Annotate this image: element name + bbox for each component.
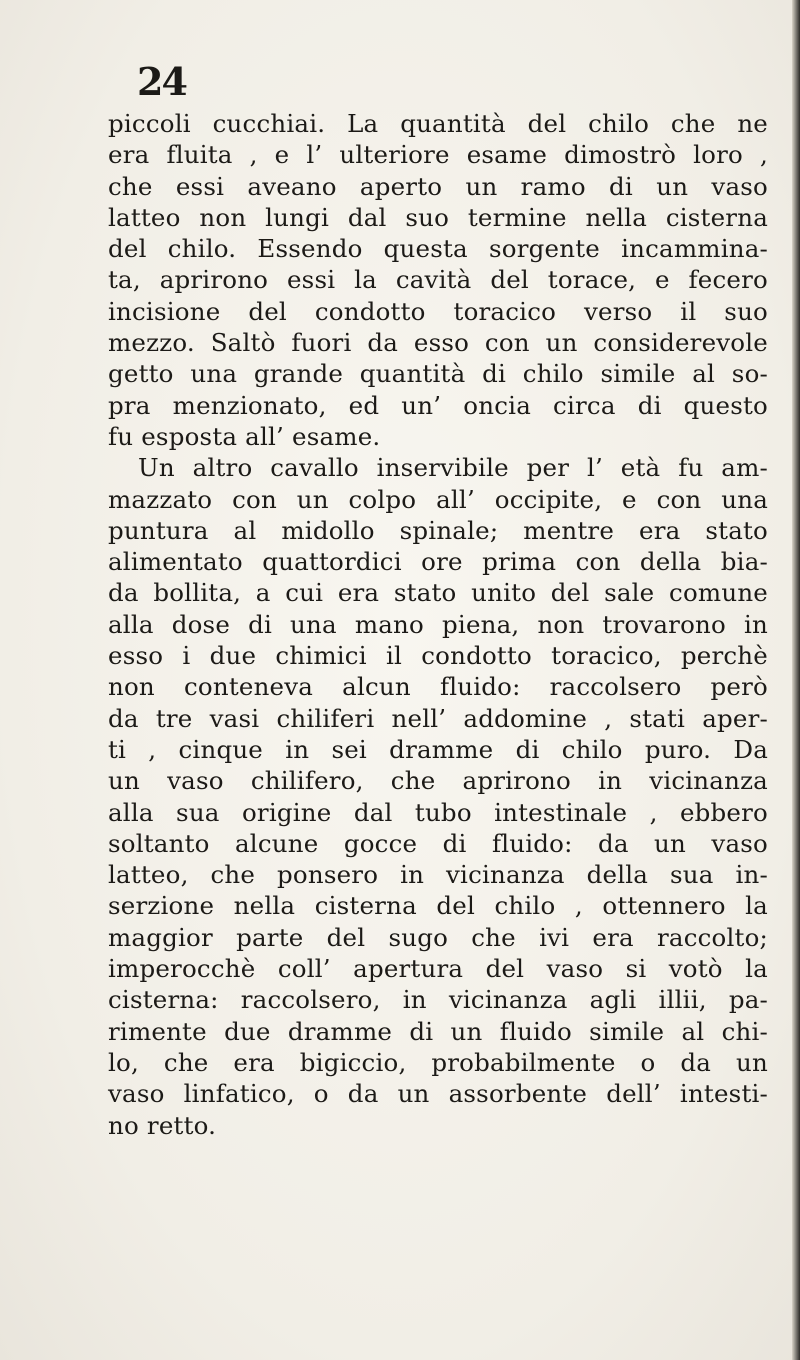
text-line: getto una grande quantità di chilo simile al so- <box>108 359 768 389</box>
text-line: pra menzionato, ed un’ oncia circa di questo <box>108 390 768 420</box>
text-line: maggior parte del sugo che ivi era raccolto; <box>108 922 768 952</box>
text-line: non conteneva alcun fluido: raccolsero però <box>108 672 768 702</box>
text-line: serzione nella cisterna del chilo , ottennero la <box>108 891 768 921</box>
text-line: alla dose di una mano piena, non trovarono in <box>108 609 768 639</box>
text-line: da tre vasi chiliferi nell’ addomine , stati aper- <box>108 703 768 733</box>
text-line: fu esposta all’ esame. <box>108 421 381 451</box>
text-line: lo, che era bigiccio, probabilmente o da un <box>108 1047 768 1077</box>
text-line: imperocchè coll’ apertura del vaso si votò la <box>108 954 768 984</box>
text-line: alla sua origine dal tubo intestinale , ebbero <box>108 797 768 827</box>
text-line: piccoli cucchiai. La quantità del chilo che ne <box>108 109 768 138</box>
text-line: da bollita, a cui era stato unito del sale comune <box>108 578 768 608</box>
text-line: soltanto alcune gocce di fluido: da un vaso <box>108 828 768 858</box>
paragraph-start-line: Un altro cavallo inservibile per l’ età fu am- <box>138 453 768 483</box>
text-line: era fluita , e l’ ulteriore esame dimostrò loro , <box>108 140 768 170</box>
page-edge-shadow <box>792 0 800 1360</box>
text-line: rimente due dramme di un fluido simile al chi- <box>108 1016 768 1046</box>
text-line: esso i due chimici il condotto toracico, perchè <box>108 641 768 671</box>
text-line: ta, aprirono essi la cavità del torace, e fecero <box>108 265 768 295</box>
text-line: mezzo. Saltò fuori da esso con un considerevole <box>108 328 768 358</box>
text-line: incisione del condotto toracico verso il suo <box>108 296 768 326</box>
text-line: un vaso chilifero, che aprirono in vicinanza <box>108 766 768 796</box>
text-line: ti , cinque in sei dramme di chilo puro. Da <box>108 734 768 764</box>
text-line: puntura al midollo spinale; mentre era stato <box>108 515 768 545</box>
text-line: latteo non lungi dal suo termine nella cisterna <box>108 202 768 232</box>
text-line: cisterna: raccolsero, in vicinanza agli illii, pa- <box>108 985 768 1015</box>
text-line: alimentato quattordici ore prima con della bia- <box>108 547 768 577</box>
body-text <box>108 108 768 1141</box>
page-number: 24 <box>137 59 186 104</box>
text-line: mazzato con un colpo all’ occipite, e con una <box>108 484 768 514</box>
text-line: vaso linfatico, o da un assorbente dell’ intesti- <box>108 1079 768 1109</box>
text-line: che essi aveano aperto un ramo di un vaso <box>108 171 768 201</box>
text-line: latteo, che ponsero in vicinanza della sua in- <box>108 860 768 890</box>
text-line: no retto. <box>108 1110 217 1140</box>
text-line: del chilo. Essendo questa sorgente incammina- <box>108 234 768 264</box>
